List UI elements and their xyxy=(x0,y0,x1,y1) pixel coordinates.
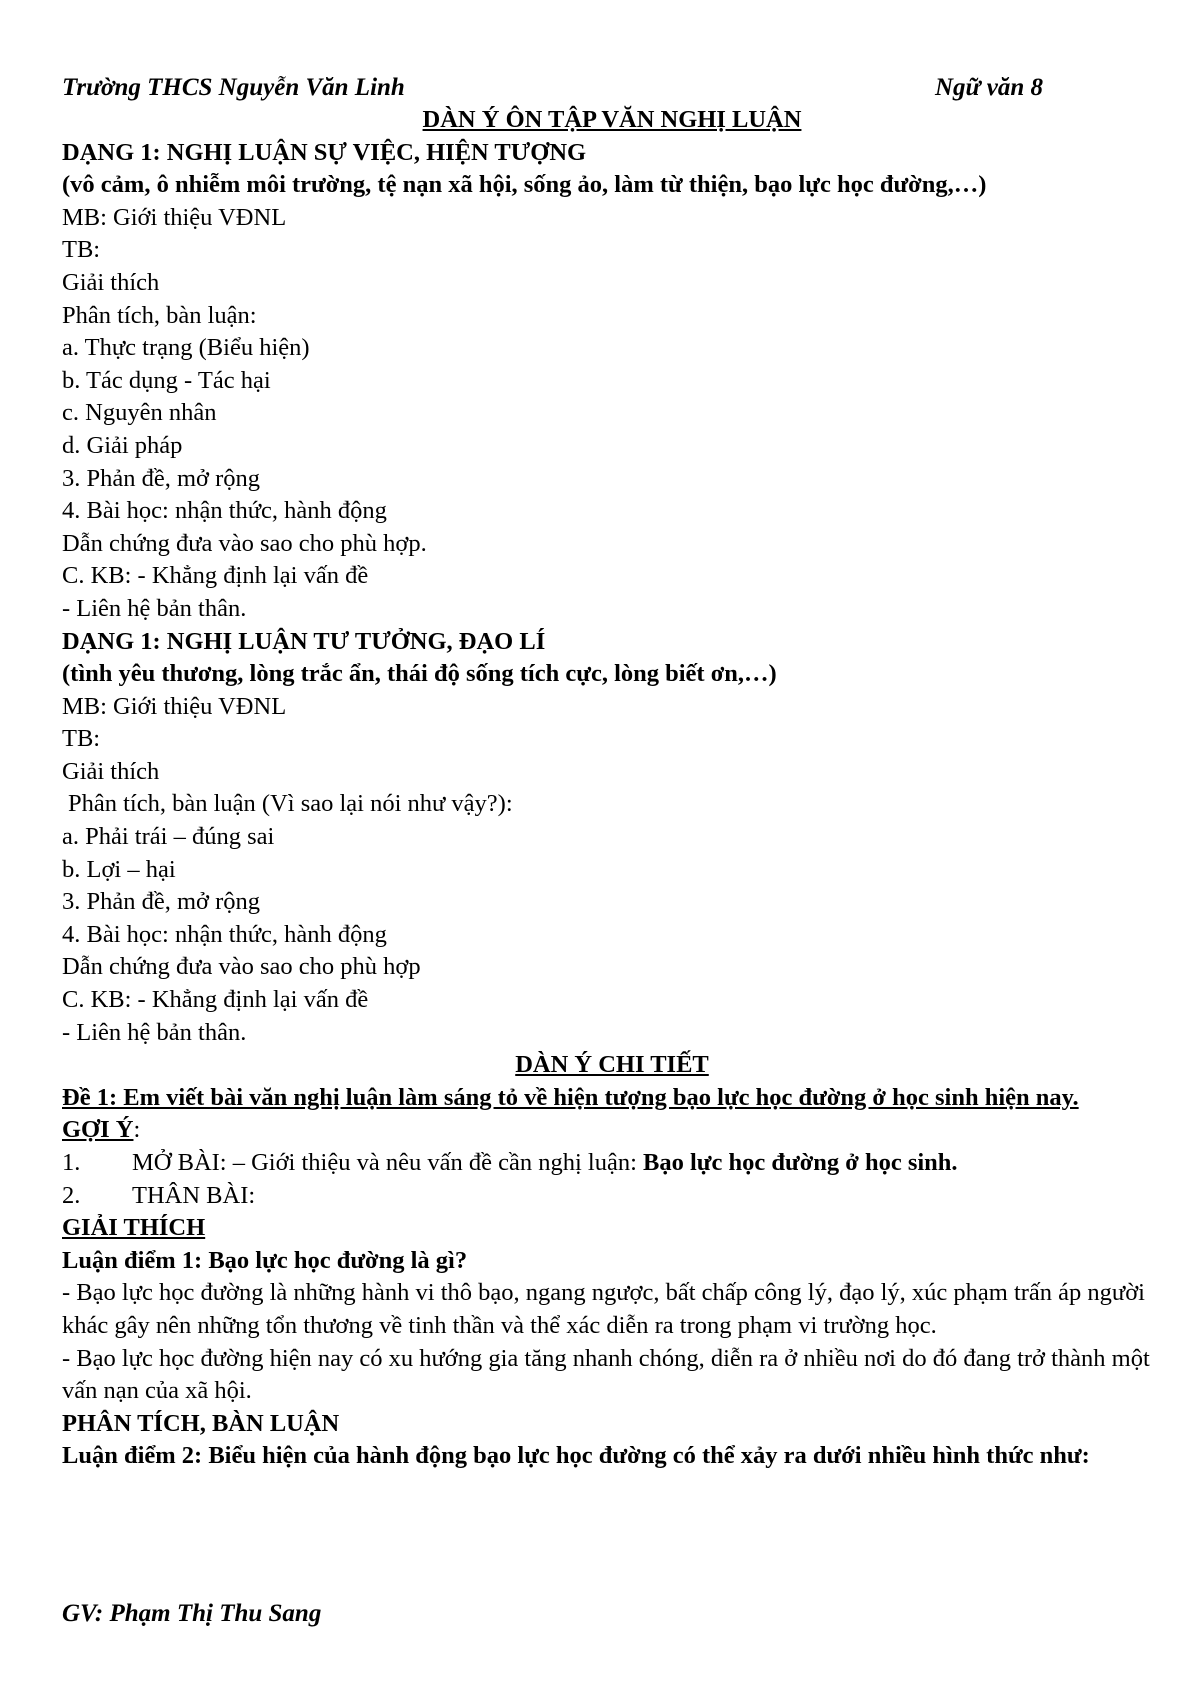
section1-outline xyxy=(62,202,1162,626)
outline-line: - Liên hệ bản thân. xyxy=(62,594,247,622)
item-number: 1. xyxy=(62,1149,81,1176)
outline-line: Giải thích xyxy=(62,757,160,785)
outline-line: Giải thích xyxy=(62,268,160,296)
teacher-name: GV: Phạm Thị Thu Sang xyxy=(62,1600,322,1627)
item-number: 2. xyxy=(62,1181,81,1209)
paragraph-2: - Bạo lực học đường hiện nay có xu hướng gia tăng nhanh chóng, diễn ra ở nhiều nơi do đó đang trở thành một vấn nạn của xã hội. xyxy=(62,1344,1150,1405)
intro-text: MỞ BÀI: – Giới thiệu và nêu vấn đề cần nghị luận: xyxy=(132,1149,644,1176)
outline-line: Dẫn chứng đưa vào sao cho phù hợp xyxy=(62,953,421,981)
outline-line: c. Nguyên nhân xyxy=(62,399,217,427)
school-name: Trường THCS Nguyễn Văn Linh xyxy=(62,74,405,101)
section2-outline xyxy=(62,691,1162,1050)
outline-line: Dẫn chứng đưa vào sao cho phù hợp. xyxy=(62,529,427,557)
outline-line: 3. Phản đề, mở rộng xyxy=(62,888,261,916)
outline-line: b. Tác dụng - Tác hại xyxy=(62,366,271,394)
body-text: THÂN BÀI: xyxy=(132,1181,256,1209)
intro-topic: Bạo lực học đường ở học sinh. xyxy=(643,1149,958,1176)
point1: Luận điểm 1: Bạo lực học đường là gì? xyxy=(62,1246,468,1274)
section2-heading: DẠNG 1: NGHỊ LUẬN TƯ TƯỞNG, ĐẠO LÍ xyxy=(62,627,546,655)
subject-name: Ngữ văn 8 xyxy=(935,74,1044,101)
outline-line: a. Phải trái – đúng sai xyxy=(62,823,275,851)
section2-examples: (tình yêu thương, lòng trắc ẩn, thái độ sống tích cực, lòng biết ơn,…) xyxy=(62,660,777,688)
section1-heading: DẠNG 1: NGHỊ LUẬN SỰ VIỆC, HIỆN TƯỢNG xyxy=(62,138,587,166)
outline-line: TB: xyxy=(62,236,101,264)
outline-line: d. Giải pháp xyxy=(62,431,183,459)
intro-item xyxy=(62,1147,1162,1180)
outline-line: a. Thực trạng (Biểu hiện) xyxy=(62,334,310,362)
hint-colon: : xyxy=(133,1116,141,1144)
outline-line: TB: xyxy=(62,725,101,753)
outline-line: C. KB: - Khẳng định lại vấn đề xyxy=(62,986,369,1014)
outline-line: b. Lợi – hại xyxy=(62,855,176,883)
outline-line: Phân tích, bàn luận: xyxy=(62,301,257,329)
outline-line: C. KB: - Khẳng định lại vấn đề xyxy=(62,562,369,590)
page-header xyxy=(62,70,1162,104)
paragraph-1: - Bạo lực học đường là những hành vi thô bạo, ngang ngược, bất chấp công lý, đạo lý, xúc phạm trấn áp người khác gây nên những tổn thương về tinh thần và thể xác diễn ra trong phạm vi trường học. xyxy=(62,1279,1145,1339)
outline-line: - Liên hệ bản thân. xyxy=(62,1018,247,1046)
outline-line: 4. Bài học: nhận thức, hành động xyxy=(62,920,387,948)
hint-label: GỢI Ý xyxy=(62,1116,134,1144)
explain-heading: GIẢI THÍCH xyxy=(62,1214,206,1242)
document-page xyxy=(62,70,1162,1473)
outline-line: MB: Giới thiệu VĐNL xyxy=(62,692,287,720)
detail-title: DÀN Ý CHI TIẾT xyxy=(515,1051,709,1079)
body-item xyxy=(62,1180,1162,1213)
outline-line: 3. Phản đề, mở rộng xyxy=(62,464,261,492)
outline-line: 4. Bài học: nhận thức, hành động xyxy=(62,497,387,525)
outline-line: MB: Giới thiệu VĐNL xyxy=(62,203,287,231)
hint-line xyxy=(62,1114,1162,1147)
topic-statement: Đề 1: Em viết bài văn nghị luận làm sáng tỏ về hiện tượng bạo lực học đường ở học sinh hiện nay. xyxy=(62,1083,1079,1111)
analysis-heading: PHÂN TÍCH, BÀN LUẬN xyxy=(62,1409,340,1437)
point2: Luận điểm 2: Biểu hiện của hành động bạo lực học đường có thể xảy ra dưới nhiều hình thức như: xyxy=(62,1442,1090,1470)
outline-line: Phân tích, bàn luận (Vì sao lại nói như vậy?): xyxy=(68,790,513,818)
section1-examples: (vô cảm, ô nhiễm môi trường, tệ nạn xã hội, sống ảo, làm từ thiện, bạo lực học đường,…) xyxy=(62,171,987,199)
document-title: DÀN Ý ÔN TẬP VĂN NGHỊ LUẬN xyxy=(422,106,802,133)
